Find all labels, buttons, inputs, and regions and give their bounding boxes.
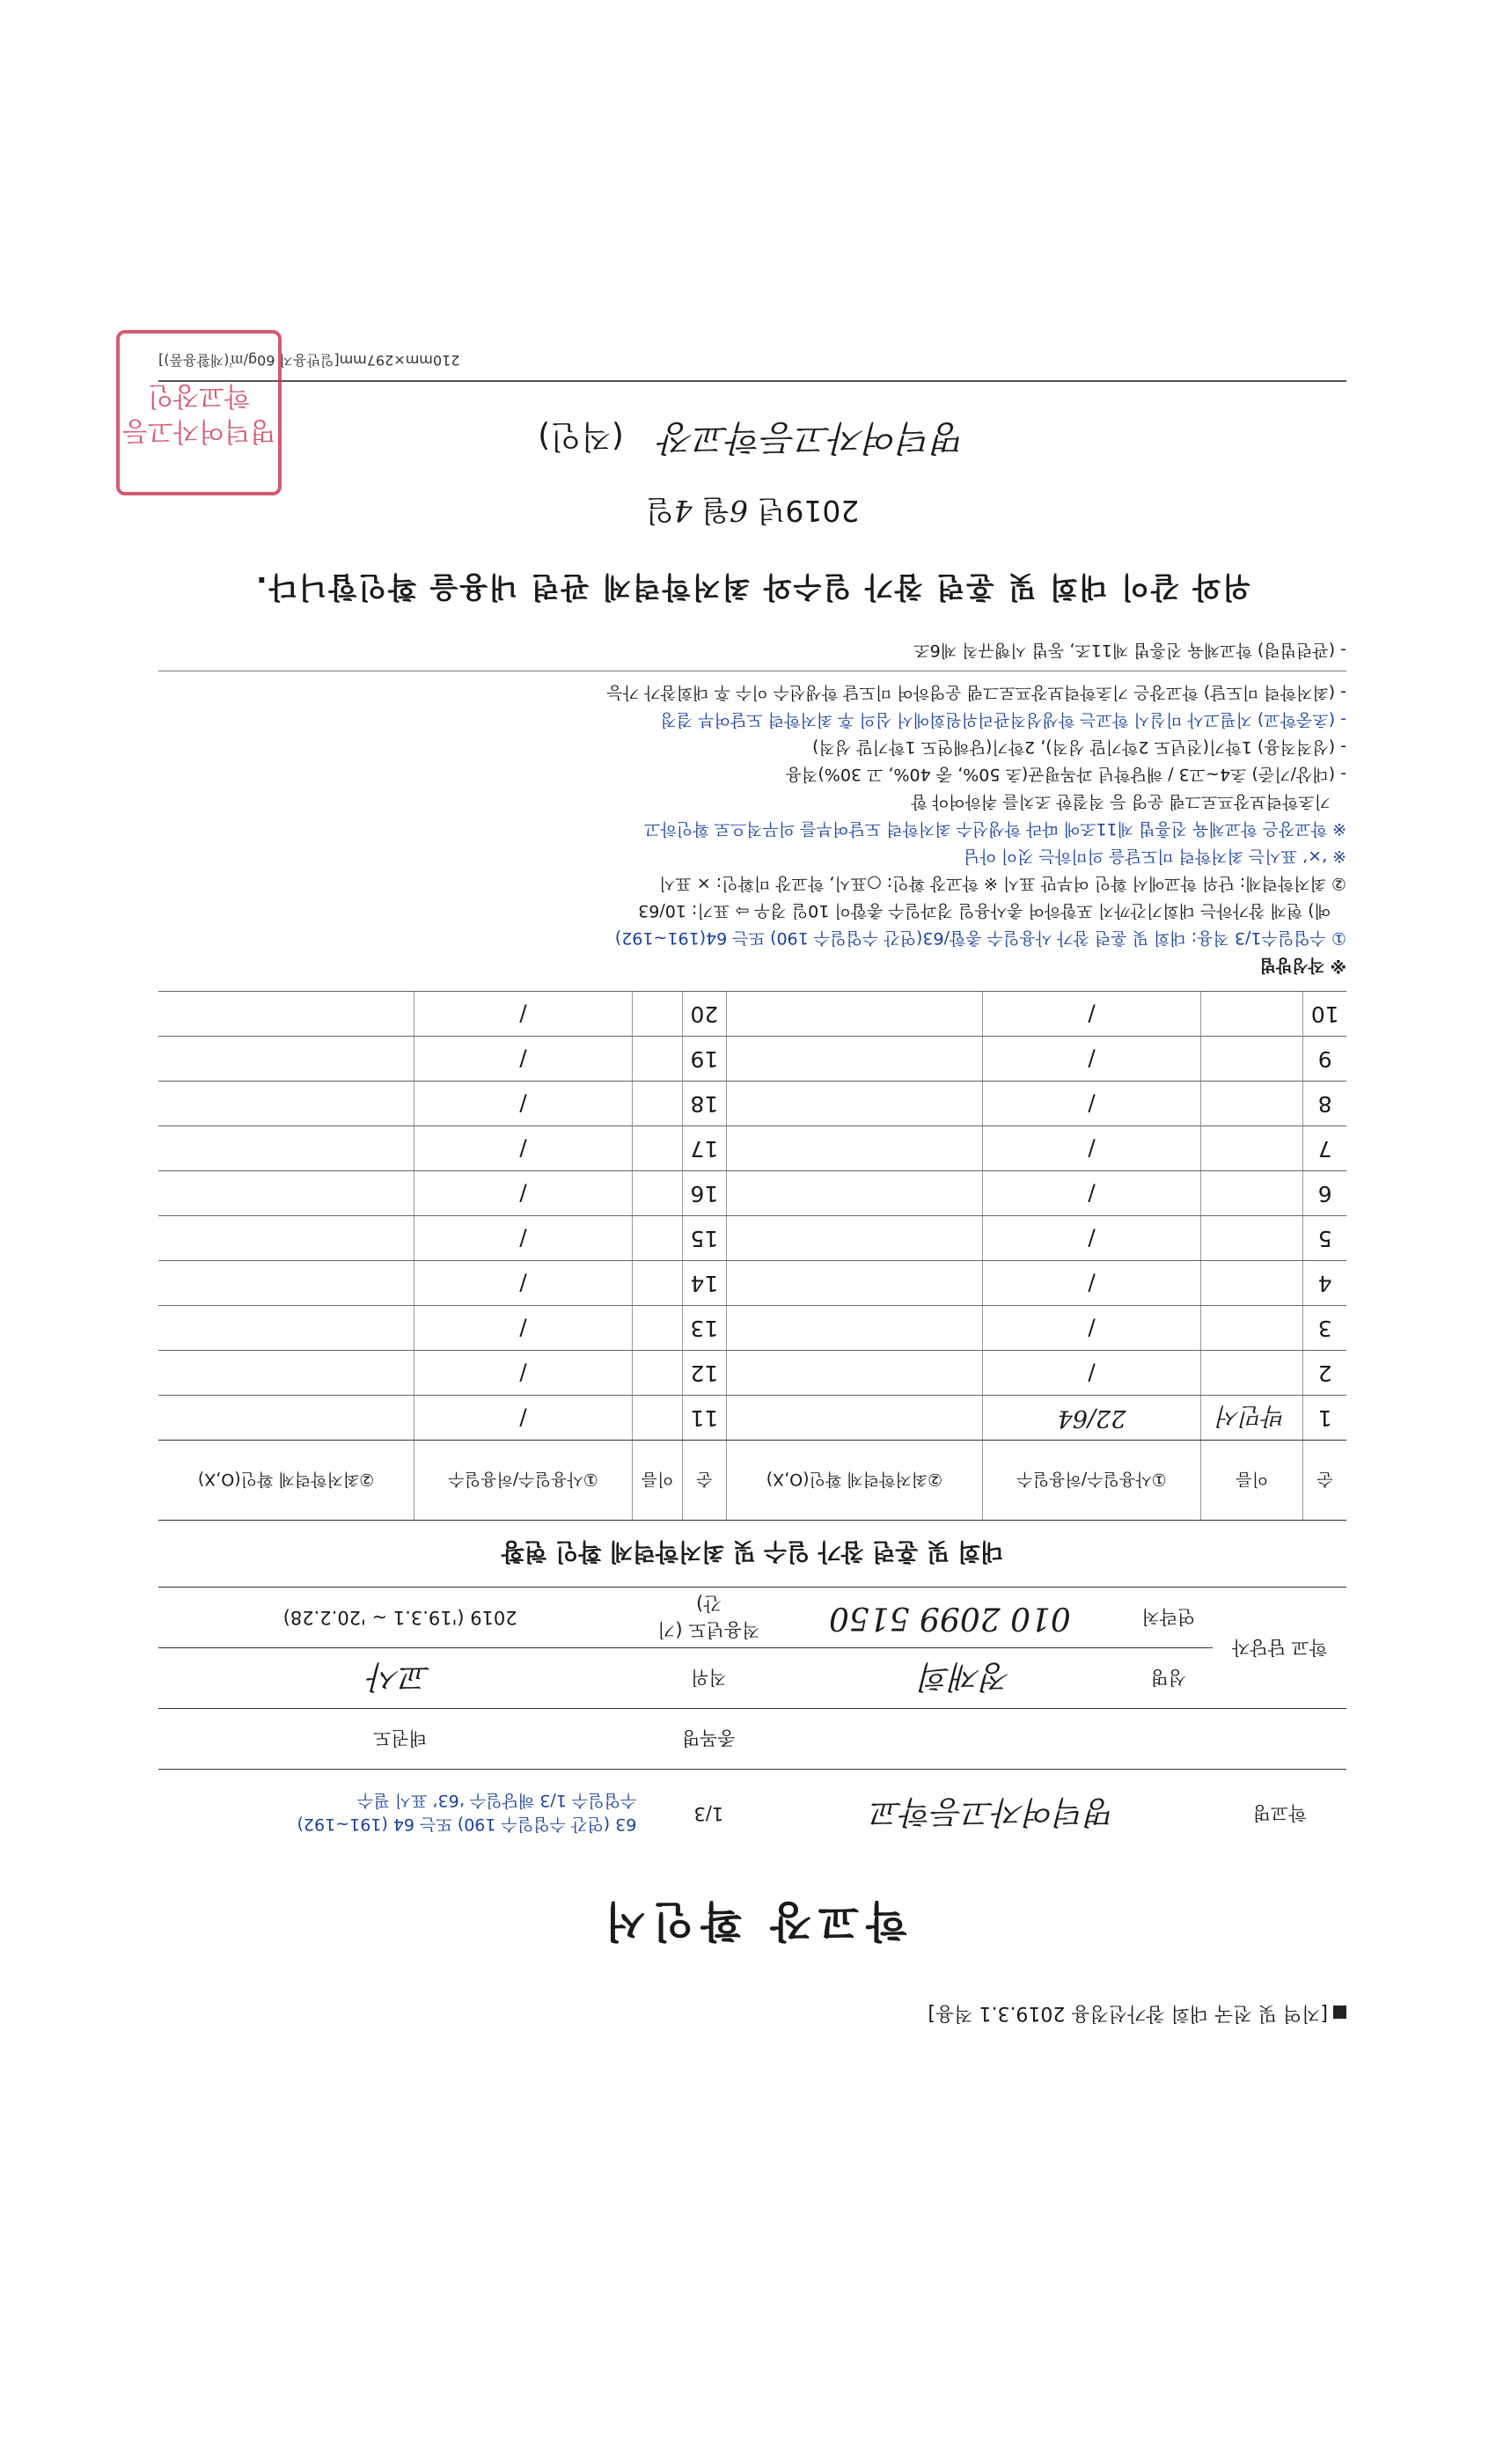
table-row	[158, 1171, 1346, 1216]
instruction-1: ① 수업일수1/3 적용: 대회 및 훈련 참가 사용일수 총합/63(연간 수업일수 190) 또는 64(191~192)	[614, 928, 1346, 949]
form-header	[158, 2001, 1346, 2028]
table-cell	[726, 1306, 982, 1351]
table-cell	[158, 1216, 414, 1261]
name-value: 정재희	[808, 1648, 1124, 1709]
days-note: 63 (연간 수업일수 190) 또는 64 (191~192)	[297, 1815, 637, 1835]
table-cell: /	[414, 1261, 633, 1306]
table-cell: /	[982, 1351, 1200, 1396]
table-cell: /	[982, 992, 1200, 1037]
col-header: ①사용일수/허용일수	[982, 1441, 1200, 1521]
sport-row	[158, 1709, 1346, 1770]
school-row	[158, 1770, 1346, 1858]
table-cell	[1201, 992, 1303, 1037]
col-header: ②최저학력제 확인(O,X)	[726, 1441, 982, 1521]
table-cell: 12	[682, 1351, 726, 1396]
confirmation-statement: 위와 같이 대회 및 훈련 참가 일수와 최저학력제 관련 내용을 확인합니다.	[254, 570, 1250, 605]
form-header-text: [지역 및 전국 대회 참가선정용 2019.3.1 적용]	[928, 2002, 1328, 2024]
table-cell: 20	[682, 992, 726, 1037]
instructions	[158, 637, 1346, 979]
table-cell: /	[414, 1126, 633, 1171]
table-cell	[158, 1396, 414, 1441]
participation-table	[158, 992, 1346, 1521]
table-cell	[726, 1351, 982, 1396]
table-cell: 7	[1303, 1126, 1346, 1171]
table-cell: 2	[1303, 1351, 1346, 1396]
date-month: 6	[729, 494, 748, 529]
table-cell	[1201, 1082, 1303, 1126]
table-cell	[726, 992, 982, 1037]
name-label: 성명	[1124, 1648, 1213, 1709]
participation-header-row	[158, 1441, 1346, 1521]
position-label: 직위	[642, 1648, 775, 1709]
table-cell	[633, 1216, 683, 1261]
table-cell	[633, 1171, 683, 1216]
paper-spec-footer: 210mm×297mm[일반용지 60g/㎡(재활용품)]	[158, 352, 460, 370]
table-cell	[633, 992, 683, 1037]
table-cell	[1201, 1037, 1303, 1082]
table-cell: /	[982, 1261, 1200, 1306]
table-row	[158, 1351, 1346, 1396]
table-row	[158, 1037, 1346, 1082]
table-cell: /	[414, 1351, 633, 1396]
table-cell	[726, 1216, 982, 1261]
black-square-icon	[1333, 2006, 1346, 2020]
table-cell	[158, 1261, 414, 1306]
document-body	[122, 352, 1346, 2029]
table-cell: /	[982, 1171, 1200, 1216]
participation-table-title: 대회 및 훈련 참가 일수 및 최저학력제 확인 현황	[158, 1521, 1346, 1588]
instruction-6: - (성적적용) 1학기(전년도 2학기말 성적), 2학기(당해연도 1학기말 성적)	[812, 737, 1346, 758]
days-value	[158, 1770, 642, 1858]
instruction-7: - (초중학교) 지필고사 미실시 학교는 학생성적관리위원회에서 심의 후 최저학력 도달여부 결정	[660, 710, 1346, 730]
table-cell	[1201, 1351, 1303, 1396]
date-month-suffix: 월	[701, 494, 730, 529]
school-info-table	[158, 1588, 1346, 1859]
table-cell	[158, 1306, 414, 1351]
table-cell: 박민서	[1201, 1396, 1303, 1441]
sport-value: 태권도	[158, 1709, 642, 1770]
date-day-suffix: 일	[645, 494, 674, 529]
table-cell	[633, 1082, 683, 1126]
table-cell	[633, 1306, 683, 1351]
col-header: 이름	[633, 1441, 683, 1521]
principal-signature	[122, 380, 1346, 466]
table-cell	[1201, 1126, 1303, 1171]
table-cell: 18	[682, 1082, 726, 1126]
document-title: 학교장 확인서	[598, 1896, 907, 1946]
divider	[158, 671, 1346, 672]
col-header: 순	[1303, 1441, 1346, 1521]
table-cell: 14	[682, 1261, 726, 1306]
table-cell	[633, 1261, 683, 1306]
table-cell: /	[414, 992, 633, 1037]
period-value: 2019 ('19.3.1 ~ '20.2.28)	[158, 1588, 642, 1648]
sport-label: 종목명	[642, 1709, 775, 1770]
table-cell	[158, 1351, 414, 1396]
ratio-note: 수업일수 1/3 해당일수 ‘63’ 표시 필수	[357, 1791, 637, 1811]
seal-label: (직인)	[538, 418, 624, 455]
table-cell: 8	[1303, 1082, 1346, 1126]
table-cell	[726, 1261, 982, 1306]
table-cell: /	[414, 1396, 633, 1441]
table-cell	[633, 1396, 683, 1441]
table-cell: /	[414, 1037, 633, 1082]
date-year: 2019년	[757, 494, 860, 529]
table-cell	[158, 1126, 414, 1171]
table-cell	[726, 1396, 982, 1441]
table-row	[158, 1306, 1346, 1351]
principal-name: 명덕여자고등학교장	[661, 417, 967, 458]
table-cell	[158, 992, 414, 1037]
ratio-label: 1/3	[642, 1770, 775, 1858]
participation-table-body	[158, 992, 1346, 1441]
table-cell: 6	[1303, 1171, 1346, 1216]
table-cell: /	[414, 1082, 633, 1126]
official-seal-stamp: 명덕여자고등학교장인	[116, 331, 282, 496]
table-cell: /	[414, 1171, 633, 1216]
table-cell	[1201, 1261, 1303, 1306]
manager-row	[158, 1648, 1346, 1709]
position-value: 교사	[158, 1648, 642, 1709]
table-cell: 1	[1303, 1396, 1346, 1441]
table-cell	[1201, 1306, 1303, 1351]
table-cell: 17	[682, 1126, 726, 1171]
date-day: 4	[673, 494, 693, 529]
table-cell	[158, 1171, 414, 1216]
col-header: 순	[682, 1441, 726, 1521]
table-cell: 10	[1303, 992, 1346, 1037]
table-cell: /	[982, 1306, 1200, 1351]
table-cell	[1201, 1171, 1303, 1216]
table-cell: 9	[1303, 1037, 1346, 1082]
table-cell: /	[982, 1082, 1200, 1126]
table-cell: 11	[682, 1396, 726, 1441]
school-name-value: 명덕여자고등학교	[775, 1770, 1213, 1858]
table-cell: /	[414, 1216, 633, 1261]
table-cell	[1201, 1216, 1303, 1261]
table-cell: 19	[682, 1037, 726, 1082]
table-cell: 16	[682, 1171, 726, 1216]
contact-value: 010 2099 5150	[775, 1588, 1124, 1648]
instruction-4: ※ 학교장은 학교체육 진흥법 제11조에 따라 학생선수 최저학력 도달여부를 의무적으로 확인하고	[644, 819, 1346, 840]
school-label: 학교명	[1213, 1770, 1346, 1858]
instruction-2: ② 최저학력제: 단위 학교에서 확인 여부만 표시 ※ 학교장 확인: ○표시, 학교장 미확인: × 표시	[659, 874, 1346, 894]
table-cell: 5	[1303, 1216, 1346, 1261]
table-cell	[726, 1126, 982, 1171]
instruction-3: ※ ‘×’ 표시는 최저학력 미도달을 의미하는 것이 아님	[964, 847, 1346, 867]
table-row	[158, 1261, 1346, 1306]
instructions-heading: ※ 작성방법	[1259, 956, 1346, 976]
col-header: ②최저학력제 확인(O,X)	[158, 1441, 414, 1521]
contact-row	[158, 1588, 1346, 1648]
period-label: 적용년도 (기간)	[642, 1588, 775, 1648]
manager-label: 학교 담당자	[1213, 1588, 1346, 1709]
footer-divider	[158, 381, 1346, 383]
table-cell	[726, 1037, 982, 1082]
instruction-5: - (대상/기준) 초4~고3 / 해당학년 과목평균(초 50%, 중 40%, 고 30%)적용	[785, 765, 1346, 785]
contact-label: 연락처	[1124, 1588, 1213, 1648]
table-cell	[633, 1126, 683, 1171]
col-header: ①사용일수/허용일수	[414, 1441, 633, 1521]
table-cell: 15	[682, 1216, 726, 1261]
table-cell: 4	[1303, 1261, 1346, 1306]
signing-date	[158, 493, 1346, 534]
table-row	[158, 1396, 1346, 1441]
instruction-4b: 기초학력보장프로그램 운영 등 적절한 조치를 취하여야 함	[911, 792, 1331, 812]
instruction-9: - (관련법령) 학교체육 진흥법 제11조, 동법 시행규칙 제6조	[913, 641, 1346, 661]
table-cell	[633, 1351, 683, 1396]
table-cell: /	[414, 1306, 633, 1351]
table-cell: /	[982, 1037, 1200, 1082]
table-cell	[633, 1037, 683, 1082]
table-row	[158, 1216, 1346, 1261]
table-cell: 3	[1303, 1306, 1346, 1351]
table-cell	[726, 1171, 982, 1216]
table-row	[158, 1082, 1346, 1126]
table-cell: /	[982, 1126, 1200, 1171]
table-cell: 22/64	[982, 1396, 1200, 1441]
table-row	[158, 1126, 1346, 1171]
table-row	[158, 992, 1346, 1037]
instruction-8: - (최저학력 미도달) 학교장은 기초학력보장프로그램 운영하여 미도달 학생선수 이수 후 대회참가 가능	[606, 683, 1346, 703]
table-cell: 13	[682, 1306, 726, 1351]
table-cell: /	[982, 1216, 1200, 1261]
table-cell	[158, 1037, 414, 1082]
table-cell	[158, 1082, 414, 1126]
instruction-1b: 예) 현재 참가하는 대회기간까지 포함하여 총사용일 경과일수 총합이 10일 경우 ⇨ 표기: 10/63	[638, 901, 1331, 921]
table-cell	[726, 1082, 982, 1126]
col-header: 이름	[1201, 1441, 1303, 1521]
